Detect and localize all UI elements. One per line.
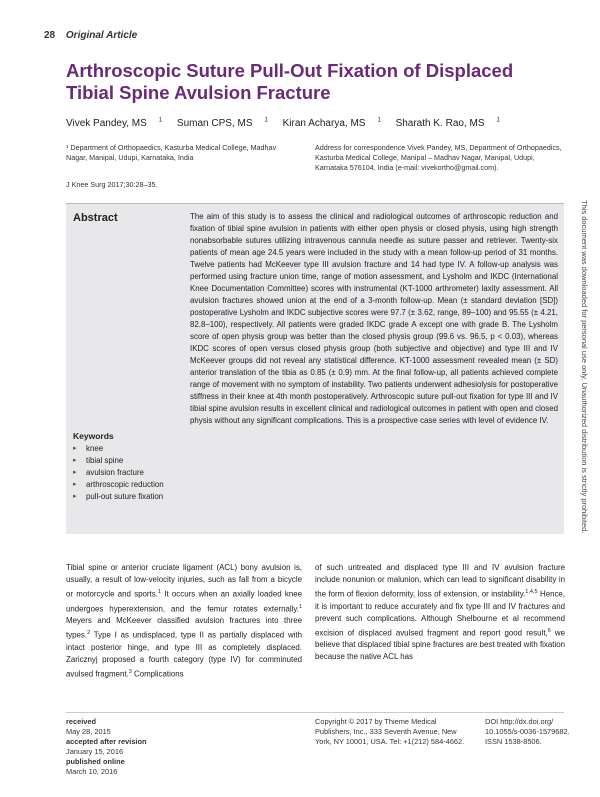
- journal-reference: J Knee Surg 2017;30:28–35.: [66, 180, 158, 189]
- abstract-heading: Abstract: [73, 212, 118, 224]
- author: Suman CPS, MS $^1$: [176, 118, 268, 130]
- keyword-item: ▸ arthroscopic reduction: [73, 479, 183, 491]
- body-text-right: of such untreated and displaced type III and IV avulsion fracture include nonunion or malunion, which can lead to significant disability in the form of flexion deformity, loss of extension, or instability.$^{1,4,5}$ Hence, it is important to reduce accurately and fix type III and IV fractures and prevent such complications. Although Shelbourne et al recommend excision of displaced avulsed fragment and report good result,$^6$ we believe that displaced tibial spine fractures are best treated with fixation because the native ACL has: [315, 563, 565, 662]
- keyword-item: ▸ pull-out suture fixation: [73, 491, 183, 503]
- author: Kiran Acharya, MS $^1$: [282, 118, 381, 130]
- author: Vivek Pandey, MS $^1$: [66, 118, 163, 130]
- keyword-item: ▸ tibial spine: [73, 455, 183, 467]
- article-dates: received May 28, 2015 accepted after revision January 15, 2016 published online March 10, 2016: [66, 717, 147, 776]
- abstract-text: The aim of this study is to assess the clinical and radiological outcomes of arthroscopic reduction and fixation of tibial spine avulsion in patients with either open physis or closed physis, using high strength nonabsorbable sutures utilizing intravenous cannula needle as suture passer and retriever. Twenty-six patients of mean age 24.5 years were included in the study with a mean follow-up period of 31 months. Twelve patients had McKeever type III avulsion fracture and 14 had type IV. A follow-up analysis was performed using fracture union time, range of motion assessment, and Lysholm and IKDC (International Knee Documentation Committee) scores with instrumental (KT-1000 arthrometer) laxity assessment. All avulsion fractures showed union at the end of a 3-month follow-up. Mean (± standard deviation [SD]) postoperative Lysholm and IKDC subjective scores were 97.7 (± 3.62, range, 89–100) and 95.55 (± 4.21, 82.8–100), respectively. All patients were graded IKDC grade A except one with grade B. The Lysholm score of open physis group was better than the closed physis group (99.6 vs. 96.5, p < 0.03), whereas IKDC scores of open versus closed physis group (both subjective and objective) and type III and IV McKeever groups did not reveal any statistical difference. KT-1000 assessment revealed mean (± SD) anterior translation of the tibia as 0.85 (± 0.9) mm. At the final follow-up, all patients achieved complete range of movement with no symptom of instability. Two patients underwent adhesiolysis for postoperative stiffness in their knee at 4th month postoperatively. Arthroscopic suture pull-out fixation for type III and IV tibial spine avulsion results in excellent clinical and radiological outcomes in patient with open and closed physis without any significant complications. This is a prospective case series with level of evidence IV.: [190, 212, 558, 425]
- keywords-list: [73, 443, 183, 503]
- body-text-left: Tibial spine or anterior cruciate ligament (ACL) bony avulsion is, usually, a result of low-velocity injuries, such as fall from a bicycle or motorcycle and sports.$^1$ It occurs when an axially loaded knee undergoes hyperextension, and the femur rotates externally.$^1$ Meyers and McKeever classified avulsion fractures into three types.$^2$ Type I as undisplaced, type II as partially displaced with intact posterior hinge, and type III as completely displaced. Zaricznyj proposed a fourth category (type IV) for comminuted avulsed fragment.$^3$ Complications: [66, 563, 302, 679]
- page-number: 28: [44, 30, 56, 41]
- section-label: Original Article: [65, 30, 138, 41]
- distribution-notice: This document was downloaded for personal use only. Unauthorized distribution is strictly prohibited.: [580, 200, 589, 534]
- doi-issn: DOI http://dx.doi.org/ 10.1055/s-0036-1579682. ISSN 1538-8506.: [485, 717, 570, 746]
- copyright-notice: Copyright © 2017 by Thieme Medical Publishers, Inc., 333 Seventh Avenue, New York, NY 10001, USA. Tel: +1(212) 584-4662.: [315, 717, 465, 746]
- keyword-item: ▸ knee: [73, 443, 183, 455]
- author: Sharath K. Rao, MS $^1$: [395, 118, 500, 130]
- correspondence-address: Address for correspondence Vivek Pandey, MS, Department of Orthopaedics, Kasturba Medical College, Manipal – Madhav Nagar, Manipal, Udupi, Karnataka 576104, India (e-mail: vivekortho@gmail.com).: [315, 143, 562, 172]
- footer-divider: [66, 712, 564, 713]
- keyword-item: ▸ avulsion fracture: [73, 467, 183, 479]
- keywords-heading: Keywords: [73, 431, 114, 441]
- running-header: [44, 30, 137, 41]
- affiliation: ¹ Department of Orthopaedics, Kasturba Medical College, Madhav Nagar, Manipal, Udupi, Karnataka, India: [66, 143, 277, 162]
- article-title: Arthroscopic Suture Pull-Out Fixation of Displaced Tibial Spine Avulsion Fracture: [66, 60, 514, 103]
- author-list: [66, 118, 512, 129]
